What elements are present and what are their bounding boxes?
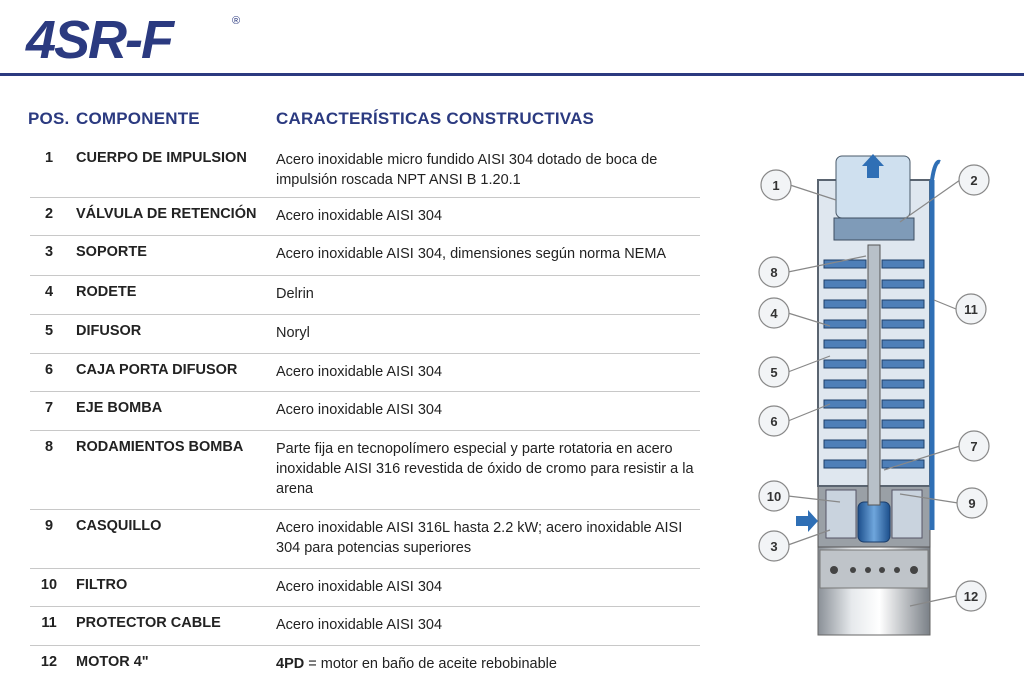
table-row bbox=[30, 315, 700, 354]
row-pos: 3 bbox=[44, 244, 54, 260]
row-pos: 10 bbox=[40, 577, 58, 593]
table-row bbox=[30, 198, 700, 236]
table-row bbox=[30, 354, 700, 392]
row-pos: 7 bbox=[44, 400, 54, 416]
row-pos: 9 bbox=[44, 518, 54, 534]
row-description: Acero inoxidable micro fundido AISI 304 dotado de boca de impulsión roscada NPT ANSI B 1.20.1 bbox=[276, 152, 658, 188]
filter-left bbox=[826, 490, 856, 538]
svg-text:4: 4 bbox=[770, 306, 778, 321]
svg-text:5: 5 bbox=[770, 365, 778, 380]
motor-model: 4PD bbox=[276, 656, 305, 672]
row-component: RODETE bbox=[76, 284, 137, 300]
row-pos: 11 bbox=[41, 615, 57, 631]
row-pos: 12 bbox=[40, 654, 58, 670]
registered-mark: ® bbox=[232, 15, 241, 27]
column-header-componente: COMPONENTE bbox=[76, 109, 200, 128]
column-header-caracteristicas: CARACTERÍSTICAS CONSTRUCTIVAS bbox=[276, 109, 595, 128]
row-description: Acero inoxidable AISI 304 bbox=[276, 402, 443, 418]
brand-logo bbox=[22, 8, 252, 66]
table-row bbox=[30, 392, 700, 431]
row-description bbox=[276, 654, 706, 674]
row-component: CASQUILLO bbox=[76, 518, 162, 534]
row-component: SOPORTE bbox=[76, 244, 147, 260]
row-description: Parte fija en tecnopolímero especial y parte rotatoria en acero inoxidable AISI 316 revestida de óxido de cromo para resistir a la arena bbox=[276, 441, 694, 497]
svg-text:8: 8 bbox=[770, 265, 778, 280]
row-pos: 6 bbox=[44, 362, 54, 378]
row-pos: 5 bbox=[44, 323, 54, 339]
table-row bbox=[30, 607, 700, 646]
table-row bbox=[30, 646, 700, 685]
row-pos: 8 bbox=[44, 439, 54, 455]
table-row bbox=[30, 510, 700, 569]
row-pos: 1 bbox=[44, 150, 54, 166]
row-component: MOTOR 4" bbox=[76, 654, 149, 670]
row-description: Delrin bbox=[276, 286, 314, 302]
row-description: Acero inoxidable AISI 304 bbox=[276, 364, 443, 380]
table-row bbox=[30, 431, 700, 510]
motor-description: = motor en baño de aceite rebobinable bbox=[304, 656, 557, 672]
row-component: FILTRO bbox=[76, 577, 128, 593]
inflow-arrow bbox=[796, 510, 818, 532]
row-component: PROTECTOR CABLE bbox=[76, 615, 221, 631]
svg-text:2: 2 bbox=[970, 173, 978, 188]
svg-text:3: 3 bbox=[770, 539, 778, 554]
column-header-pos: POS. bbox=[28, 109, 70, 128]
pump-cutaway-diagram bbox=[750, 150, 1024, 640]
row-description: Noryl bbox=[276, 325, 310, 341]
row-description: Acero inoxidable AISI 304, dimensiones según norma NEMA bbox=[276, 246, 667, 262]
row-component: CUERPO DE IMPULSION bbox=[76, 150, 247, 166]
pump-shaft bbox=[868, 245, 880, 505]
row-description: Acero inoxidable AISI 304 bbox=[276, 617, 443, 633]
table-row bbox=[30, 276, 700, 315]
logo-text: 4SR-F bbox=[26, 10, 173, 66]
svg-text:7: 7 bbox=[970, 439, 978, 454]
row-description: Acero inoxidable AISI 316L hasta 2.2 kW; acero inoxidable AISI 304 para potencias superiores bbox=[276, 520, 683, 556]
row-component: RODAMIENTOS BOMBA bbox=[76, 439, 244, 455]
components-table bbox=[30, 142, 700, 685]
row-component: EJE BOMBA bbox=[76, 400, 163, 416]
svg-text:1: 1 bbox=[772, 178, 780, 193]
table-row bbox=[30, 142, 700, 198]
cable bbox=[932, 162, 940, 180]
coupling bbox=[858, 502, 890, 542]
row-pos: 4 bbox=[44, 284, 54, 300]
table-row bbox=[30, 569, 700, 607]
row-component: DIFUSOR bbox=[76, 323, 142, 339]
discharge-arrow bbox=[867, 164, 879, 178]
header-divider bbox=[0, 73, 1024, 76]
row-component: VÁLVULA DE RETENCIÓN bbox=[76, 206, 257, 222]
row-pos: 2 bbox=[44, 206, 54, 222]
row-description: Acero inoxidable AISI 304 bbox=[276, 579, 443, 595]
svg-text:10: 10 bbox=[766, 489, 782, 504]
row-description: Acero inoxidable AISI 304 bbox=[276, 208, 443, 224]
svg-text:9: 9 bbox=[968, 496, 976, 511]
svg-text:6: 6 bbox=[770, 414, 778, 429]
table-row bbox=[30, 236, 700, 276]
row-component: CAJA PORTA DIFUSOR bbox=[76, 362, 238, 378]
svg-text:12: 12 bbox=[963, 589, 979, 604]
svg-text:11: 11 bbox=[964, 302, 978, 317]
